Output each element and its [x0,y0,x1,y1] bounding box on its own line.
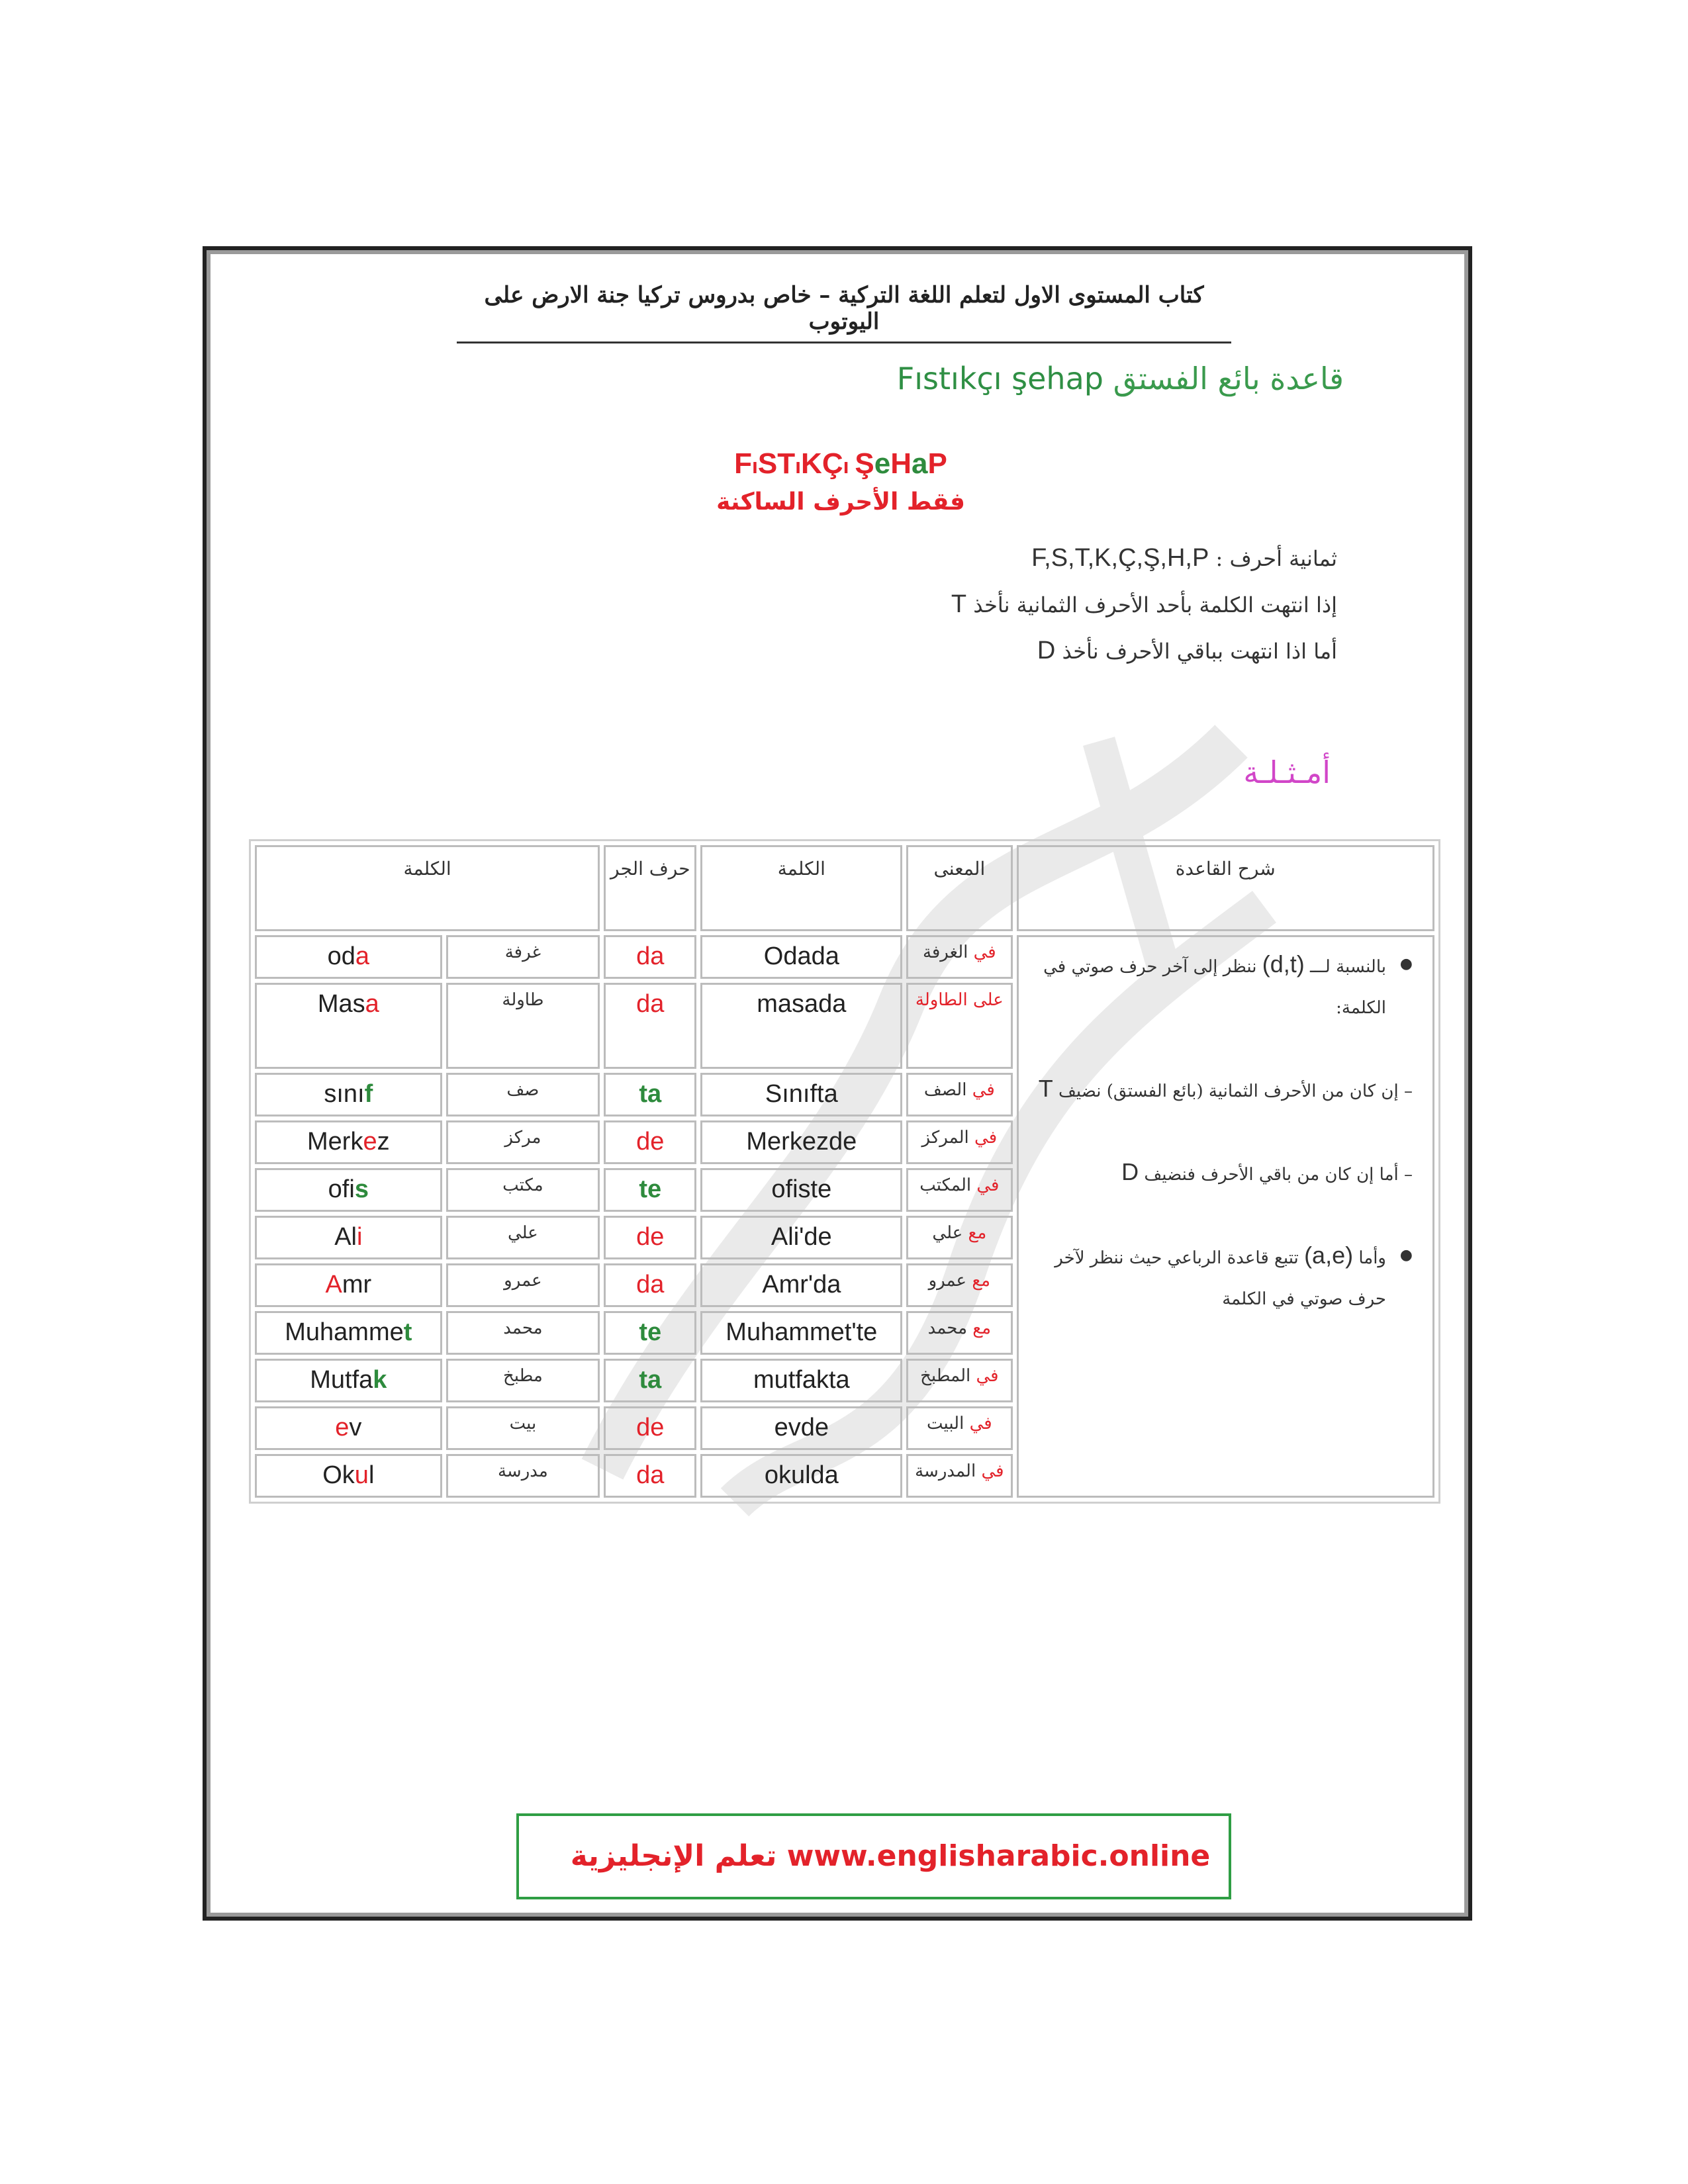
suffix-cell: da [604,1454,696,1498]
word-cell: sınıf [255,1073,442,1116]
rule-title [861,361,1344,396]
rule-explanation-cell [1017,935,1434,1498]
suffix-cell: da [604,983,696,1069]
word-cell: Okul [255,1454,442,1498]
consonants-only-subtitle: فقط الأحرف الساكنة [716,488,965,516]
meaning-cell: مع محمد [906,1311,1012,1355]
rule-line-take-t: إذا انتهت الكلمة بأحد الأحرف الثمانية نأخذ T [951,590,1337,618]
footer-banner [516,1813,1231,1899]
meaning-cell: في المدرسة [906,1454,1012,1498]
word-with-suffix-cell: Muhammet'te [700,1311,902,1355]
word-with-suffix-cell: Amr'da [700,1263,902,1307]
word-with-suffix-cell: evde [700,1406,902,1450]
header-meaning: المعنى [906,845,1012,931]
meaning-cell: في البيت [906,1406,1012,1450]
word-with-suffix-cell: Odada [700,935,902,979]
word-with-suffix-cell: ofiste [700,1168,902,1212]
word-arabic-cell: طاولة [446,983,600,1069]
word-cell: ev [255,1406,442,1450]
explain-point-dt: ● بالنسبة لـــ (d,t) ننظر إلى آخر حرف صوتي في الكلمة: [1028,944,1413,1028]
word-with-suffix-cell: Sınıfta [700,1073,902,1116]
rule-line-eight-letters: ثمانية أحرف : F,S,T,K,Ç,Ş,H,P [1031,544,1337,572]
explain-point-t: – إن كان من الأحرف الثمانية (بائع الفستق) نضيف T [1038,1075,1413,1102]
footer-url[interactable]: www.englisharabic.online [786,1839,1211,1873]
word-cell: Muhammet [255,1311,442,1355]
word-arabic-cell: علي [446,1216,600,1259]
suffix-cell: te [604,1168,696,1212]
suffix-cell: da [604,935,696,979]
footer-arabic: تعلم الإنجليزية [570,1839,777,1873]
word-with-suffix-cell: okulda [700,1454,902,1498]
word-arabic-cell: مركز [446,1120,600,1164]
word-cell: Masa [255,983,442,1069]
meaning-cell: في المطبخ [906,1359,1012,1402]
meaning-cell: في المكتب [906,1168,1012,1212]
meaning-cell: في الصف [906,1073,1012,1116]
fistikci-sehap-title: FıSTıKÇı ŞeHaP [734,447,947,480]
suffix-cell: de [604,1216,696,1259]
word-cell: oda [255,935,442,979]
header-word: الكلمة [255,845,600,931]
rule-line-take-d: أما اذا انتهت بباقي الأحرف نأخذ D [1037,637,1337,664]
meaning-cell: على الطاولة [906,983,1012,1069]
table-header-row [255,845,1434,931]
word-arabic-cell: محمد [446,1311,600,1355]
header-explain: شرح القاعدة [1017,845,1434,931]
word-cell: Mutfak [255,1359,442,1402]
word-arabic-cell: مدرسة [446,1454,600,1498]
rule-title-arabic: قاعدة بائع الفستق [1113,361,1344,396]
word-arabic-cell: صف [446,1073,600,1116]
suffix-cell: da [604,1263,696,1307]
word-arabic-cell: مكتب [446,1168,600,1212]
meaning-cell: مع علي [906,1216,1012,1259]
explain-point-d: – أما إن كان من باقي الأحرف فنضيف D [1121,1158,1413,1185]
word-cell: Merkez [255,1120,442,1164]
header-suffix: حرف الجر [604,845,696,931]
examples-title: أمـثـلـة [1243,754,1331,790]
examples-table [249,839,1440,1504]
word-cell: ofis [255,1168,442,1212]
word-arabic-cell: عمرو [446,1263,600,1307]
word-arabic-cell: غرفة [446,935,600,979]
suffix-cell: de [604,1120,696,1164]
word-with-suffix-cell: Ali'de [700,1216,902,1259]
word-cell: Ali [255,1216,442,1259]
table-row [255,935,1434,979]
rule-title-turkish: Fıstıkçı şehap [896,361,1103,396]
explain-point-ae: ● وأما (a,e) تتبع قاعدة الرباعي حيث ننظر لآخر حرف صوتي في الكلمة [1028,1235,1413,1320]
suffix-cell: te [604,1311,696,1355]
header-word-full: الكلمة [700,845,902,931]
word-arabic-cell: مطبخ [446,1359,600,1402]
word-with-suffix-cell: Merkezde [700,1120,902,1164]
suffix-cell: ta [604,1073,696,1116]
meaning-cell: في المركز [906,1120,1012,1164]
suffix-cell: ta [604,1359,696,1402]
suffix-cell: de [604,1406,696,1450]
word-cell: Amr [255,1263,442,1307]
document-header: كتاب المستوى الاول لتعلم اللغة التركية – خاص بدروس تركيا جنة الارض على اليوتوب [457,282,1231,343]
word-arabic-cell: بيت [446,1406,600,1450]
meaning-cell: في الغرفة [906,935,1012,979]
meaning-cell: مع عمرو [906,1263,1012,1307]
word-with-suffix-cell: masada [700,983,902,1069]
word-with-suffix-cell: mutfakta [700,1359,902,1402]
